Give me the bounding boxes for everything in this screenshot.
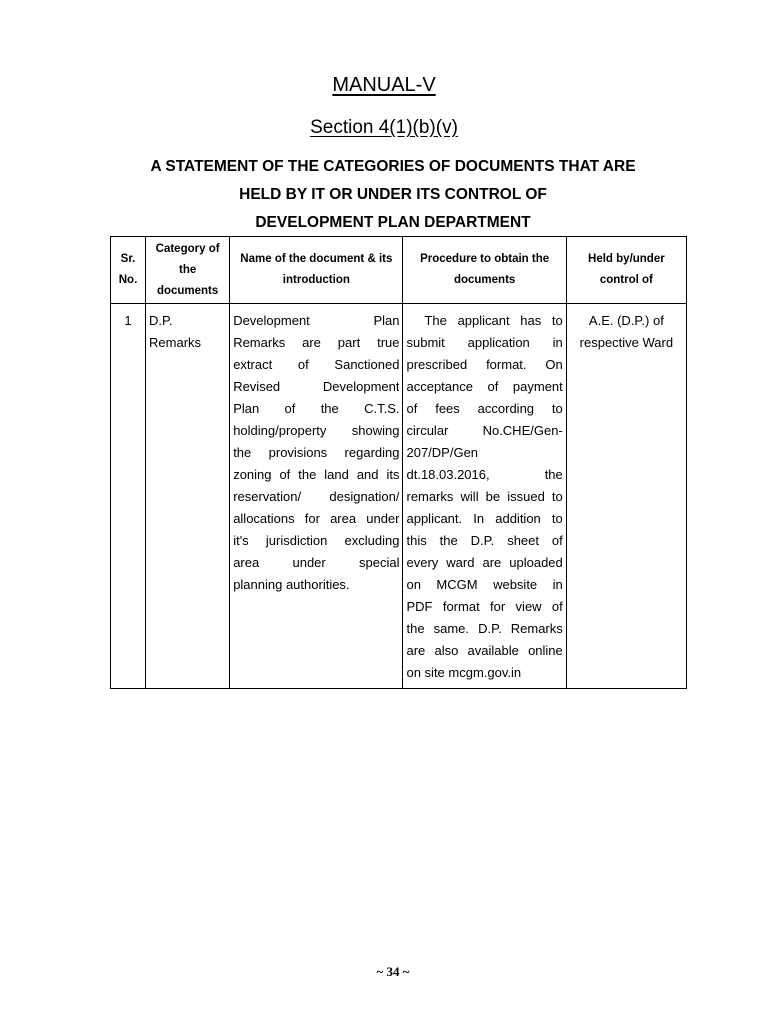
- cell-category: D.P. Remarks: [146, 304, 230, 689]
- cell-document-name: Development Plan Remarks are part true extract of Sanctioned Revised Development Plan of the C.T.S. holding/property showing the provisions regarding zoning of the land and its reservation/ designation/ allocations for area under it's jurisdiction excluding area under special planning authorities.: [230, 304, 403, 689]
- cell-procedure: The applicant has to submit application in prescribed format. On acceptance of payment of fees according to circular No.CHE/Gen- 207/DP/Gen dt.18.03.2016, the remarks will be issued to applicant. In addition to this the D.P. sheet of every ward are uploaded on MCGM website in PDF format for view of the same. D.P. Remarks are also available online on site mcgm.gov.in: [403, 304, 566, 689]
- header-held-by: Held by/under control of: [566, 237, 686, 304]
- header-document-name: Name of the document & its introduction: [230, 237, 403, 304]
- header-sr-no: Sr. No.: [111, 237, 146, 304]
- table-row: [111, 304, 687, 689]
- cell-sr-no: 1: [111, 304, 146, 689]
- statement-heading: [0, 153, 768, 237]
- statement-line: A STATEMENT OF THE CATEGORIES OF DOCUMENTS THAT ARE: [150, 158, 636, 175]
- statement-line: DEVELOPMENT PLAN DEPARTMENT: [255, 214, 531, 231]
- section-title: Section 4(1)(b)(v): [310, 117, 458, 138]
- header-category: Category of the documents: [146, 237, 230, 304]
- header-procedure: Procedure to obtain the documents: [403, 237, 566, 304]
- table-header-row: [111, 237, 687, 304]
- manual-title: MANUAL-V: [332, 74, 436, 96]
- page-number: ~ 34 ~: [376, 964, 410, 979]
- cell-held-by: A.E. (D.P.) of respective Ward: [566, 304, 686, 689]
- statement-line: HELD BY IT OR UNDER ITS CONTROL OF: [239, 186, 547, 203]
- documents-table: [110, 236, 687, 689]
